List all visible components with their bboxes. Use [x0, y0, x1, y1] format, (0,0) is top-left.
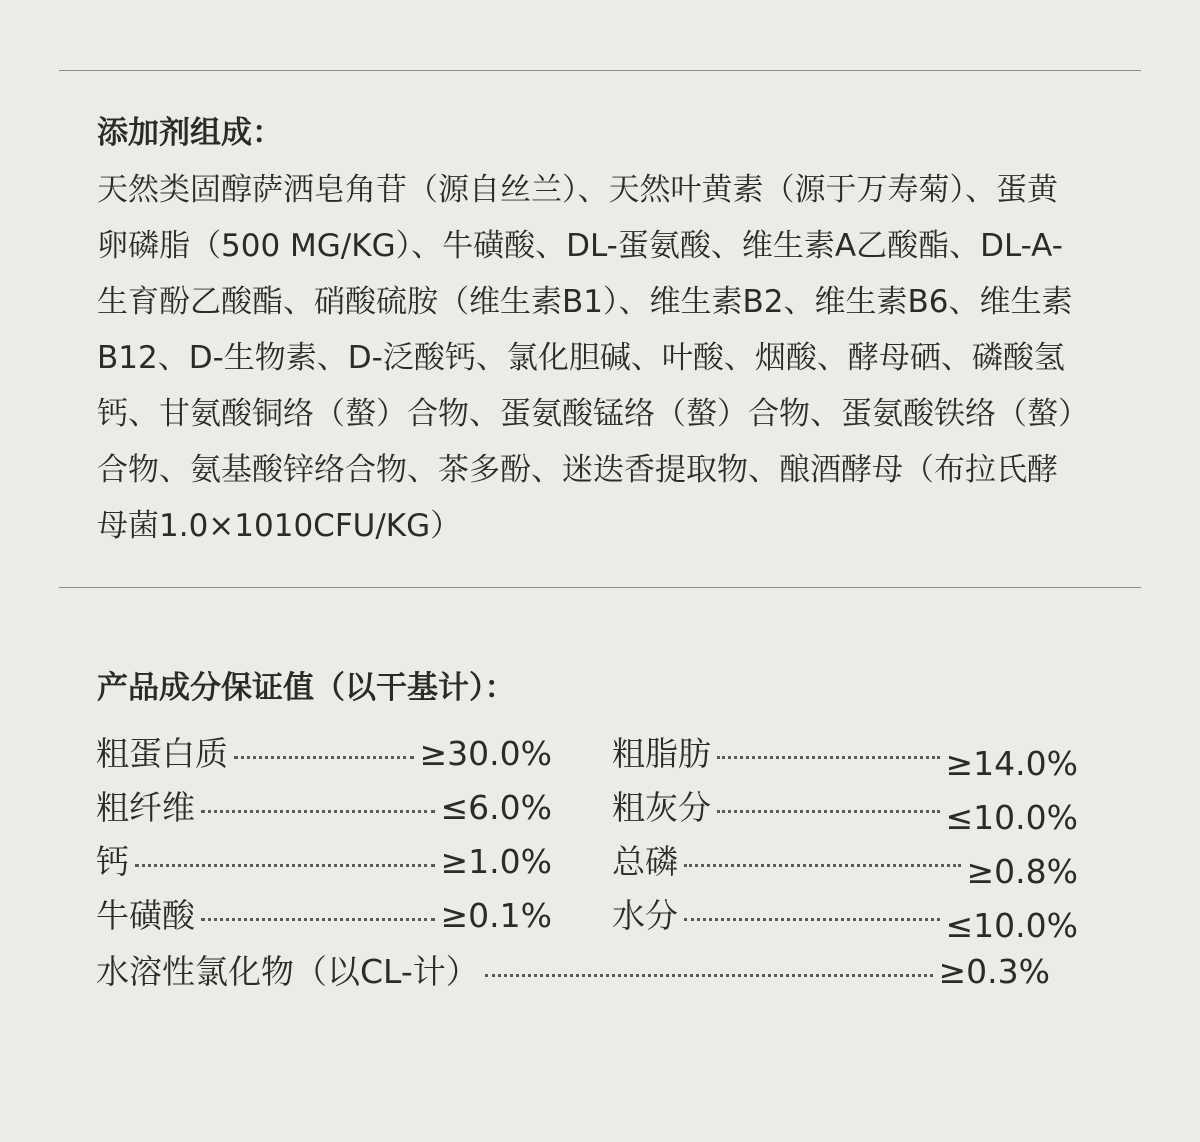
middle-divider	[59, 587, 1141, 588]
guarantee-label: 粗纤维	[96, 788, 195, 827]
guarantee-label: 粗灰分	[612, 788, 711, 827]
dot-leader	[201, 918, 435, 921]
guarantee-label: 水溶性氯化物（以CL-计）	[96, 952, 479, 991]
guarantee-value: ≤10.0%	[945, 906, 1078, 945]
dot-leader	[684, 918, 940, 921]
guarantee-row-crude-fiber	[96, 782, 552, 826]
guarantee-label: 牛磺酸	[96, 896, 195, 935]
guarantee-label: 粗蛋白质	[96, 734, 228, 773]
guarantee-label: 钙	[96, 842, 129, 881]
guarantee-row-taurine	[96, 890, 552, 934]
dot-leader	[201, 810, 435, 813]
guarantee-row-crude-ash	[612, 782, 1078, 837]
guarantee-row-total-phosphorus	[612, 836, 1078, 891]
guarantee-label: 水分	[612, 896, 678, 935]
guarantee-label: 粗脂肪	[612, 734, 711, 773]
guarantee-value: ≥14.0%	[945, 744, 1078, 783]
guarantee-label: 总磷	[612, 842, 678, 881]
guarantee-value: ≥1.0%	[440, 842, 552, 881]
guarantee-value: ≥0.8%	[966, 852, 1078, 891]
dot-leader	[717, 810, 940, 813]
dot-leader	[684, 864, 961, 867]
guarantee-value: ≤10.0%	[945, 798, 1078, 837]
additives-title: 添加剂组成：	[97, 115, 283, 151]
dot-leader	[234, 756, 414, 759]
guarantee-row-calcium	[96, 836, 552, 880]
dot-leader	[135, 864, 435, 867]
guarantee-row-water-soluble-chloride	[96, 946, 1050, 990]
guarantee-row-crude-protein	[96, 728, 552, 772]
guarantee-value: ≤6.0%	[440, 788, 552, 827]
guarantee-row-moisture	[612, 890, 1078, 945]
guarantee-row-crude-fat	[612, 728, 1078, 783]
dot-leader	[717, 756, 940, 759]
guarantee-title: 产品成分保证值（以干基计）：	[97, 670, 516, 706]
guarantee-value: ≥0.1%	[440, 896, 552, 935]
top-divider	[59, 70, 1141, 71]
additives-text: 天然类固醇萨洒皂角苷（源自丝兰）、天然叶黄素（源于万寿菊）、蛋黄卵磷脂（500 MG/KG）、牛磺酸、DL-蛋氨酸、维生素A乙酸酯、DL-A-生育酚乙酸酯、硝酸硫胺（维生素B1）、维生素B2、维生素B6、维生素B12、D-生物素、D-泛酸钙、氯化胆碱、叶酸、烟酸、酵母硒、磷酸氢钙、甘氨酸铜络（螯）合物、蛋氨酸锰络（螯）合物、蛋氨酸铁络（螯）合物、氨基酸锌络合物、茶多酚、迷迭香提取物、酿酒酵母（布拉氏酵母菌1.0×1010CFU/KG）	[97, 172, 1074, 544]
guarantee-value: ≥30.0%	[419, 734, 552, 773]
guarantee-value: ≥0.3%	[938, 952, 1050, 991]
dot-leader	[485, 974, 933, 977]
